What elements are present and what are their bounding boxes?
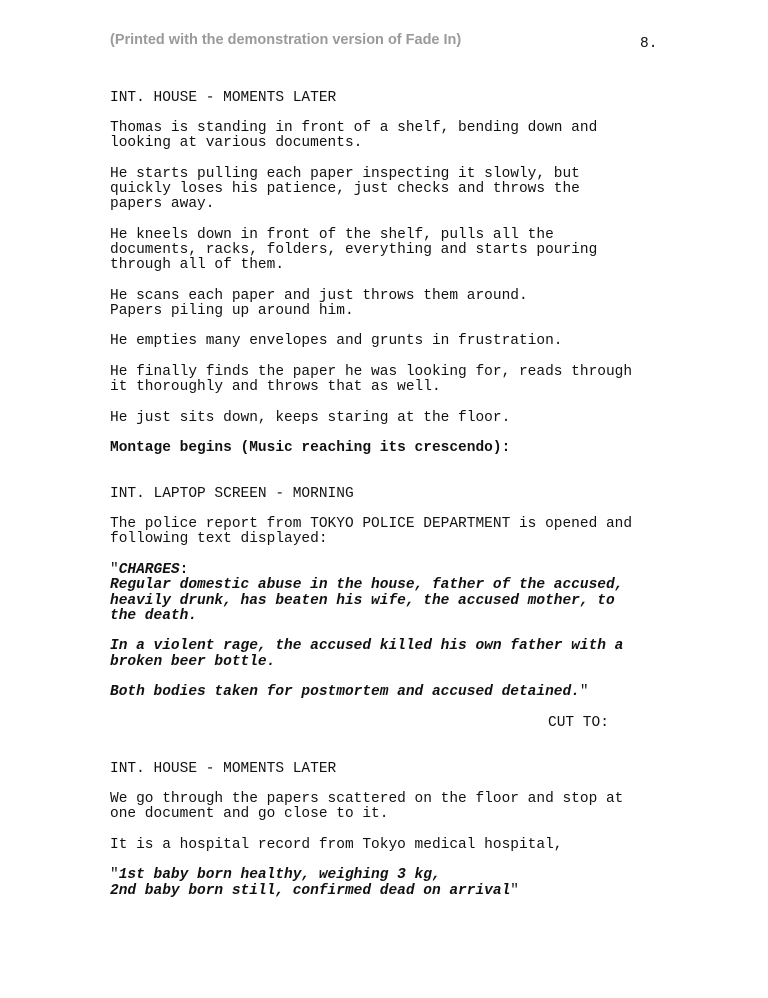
action-line: He just sits down, keeps staring at the floor. bbox=[110, 410, 511, 426]
action-line: We go through the papers scattered on the floor and stop at bbox=[110, 791, 624, 807]
report-line: In a violent rage, the accused killed his own father with a bbox=[110, 638, 624, 654]
action-line: He finally finds the paper he was looking for, reads through bbox=[110, 364, 633, 380]
charges-colon: : bbox=[179, 562, 189, 578]
report-line: Both bodies taken for postmortem and accused detained. bbox=[110, 684, 580, 700]
action-line: He empties many envelopes and grunts in frustration. bbox=[110, 333, 563, 349]
action-line: following text displayed: bbox=[110, 531, 328, 547]
report-line: broken beer bottle. bbox=[110, 654, 276, 670]
action-line: it thoroughly and throws that as well. bbox=[110, 379, 441, 395]
hospital-record-text: 2nd baby born still, confirmed dead on arrival bbox=[110, 883, 511, 899]
action-line: The police report from TOKYO POLICE DEPARTMENT is opened and bbox=[110, 516, 633, 532]
action-line: It is a hospital record from Tokyo medical hospital, bbox=[110, 837, 563, 853]
action-line: He scans each paper and just throws them around. bbox=[110, 288, 528, 304]
charges-label: CHARGES bbox=[118, 562, 180, 578]
demo-watermark: (Printed with the demonstration version of Fade In) bbox=[110, 32, 462, 48]
action-line: He starts pulling each paper inspecting it slowly, but bbox=[110, 166, 580, 182]
action-line: through all of them. bbox=[110, 257, 285, 273]
action-line: He kneels down in front of the shelf, pulls all the bbox=[110, 227, 554, 243]
scene-heading: INT. LAPTOP SCREEN - MORNING bbox=[110, 486, 354, 502]
scene-heading: INT. HOUSE - MOMENTS LATER bbox=[110, 90, 337, 106]
open-quote: " bbox=[110, 867, 119, 883]
hospital-record-text: 1st baby born healthy, weighing 3 kg, bbox=[118, 867, 441, 883]
action-line: documents, racks, folders, everything and starts pouring bbox=[110, 242, 598, 258]
hospital-record-line bbox=[110, 868, 441, 883]
action-line: papers away. bbox=[110, 196, 215, 212]
action-line: Thomas is standing in front of a shelf, bending down and bbox=[110, 120, 598, 136]
close-quote: " bbox=[579, 684, 589, 700]
scene-heading: INT. HOUSE - MOMENTS LATER bbox=[110, 761, 337, 777]
action-line: one document and go close to it. bbox=[110, 806, 389, 822]
close-quote: " bbox=[510, 883, 519, 899]
montage-line: Montage begins (Music reaching its crescendo): bbox=[110, 440, 511, 456]
report-line: heavily drunk, has beaten his wife, the accused mother, to bbox=[110, 593, 615, 609]
transition: CUT TO: bbox=[548, 715, 609, 731]
page-number: 8. bbox=[640, 36, 658, 52]
open-quote: " bbox=[110, 562, 119, 578]
action-line: quickly loses his patience, just checks and throws the bbox=[110, 181, 580, 197]
action-line: looking at various documents. bbox=[110, 135, 363, 151]
hospital-record-line bbox=[110, 884, 519, 899]
report-line: Regular domestic abuse in the house, father of the accused, bbox=[110, 577, 624, 593]
report-line: the death. bbox=[110, 608, 198, 624]
action-line: Papers piling up around him. bbox=[110, 303, 354, 319]
report-charges-line bbox=[110, 563, 188, 578]
report-closing-line bbox=[110, 685, 589, 700]
